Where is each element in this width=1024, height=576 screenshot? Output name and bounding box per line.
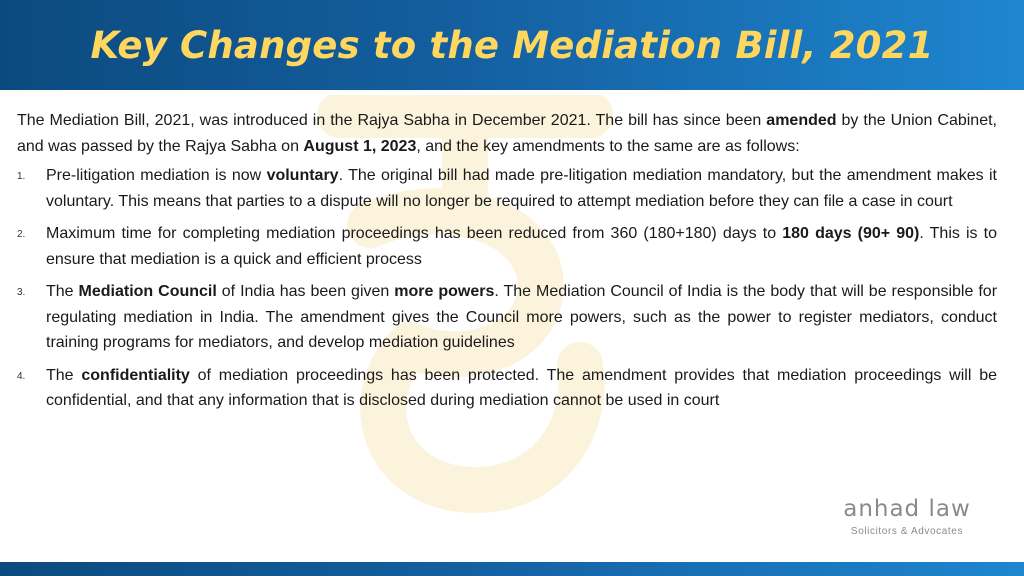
intro-text: The Mediation Bill, 2021, was introduced in the Rajya Sabha in December 2021. The bill has since been bbox=[17, 112, 767, 129]
item-text: Pre-litigation mediation is now bbox=[46, 167, 267, 184]
logo-name: anhad law bbox=[843, 496, 971, 522]
list-number: 3. bbox=[17, 287, 26, 298]
list-item bbox=[17, 163, 997, 214]
intro-bold-amended: amended bbox=[766, 112, 837, 129]
item-text: of mediation proceedings has been protected. The amendment provides that mediation proceedings will be confidential, and that any information that is disclosed during mediation cannot be used in court bbox=[46, 366, 998, 409]
list-number: 4. bbox=[17, 370, 26, 382]
item-bold: 180 days (90+ 90) bbox=[782, 225, 920, 242]
item-bold: Mediation Council bbox=[78, 283, 217, 300]
item-text: The bbox=[46, 283, 79, 300]
item-bold: voluntary bbox=[266, 167, 339, 184]
item-text: . The original bill had made pre-litigation mediation mandatory, but the amendment makes it voluntary. This means that parties to a dispute will no longer be required to attempt mediation before they can file a case in court bbox=[46, 167, 997, 210]
intro-bold-date: August 1, 2023 bbox=[303, 137, 417, 155]
page-title: Key Changes to the Mediation Bill, 2021 bbox=[90, 23, 934, 67]
list-number: 2. bbox=[17, 229, 26, 240]
item-text: . This is to ensure that mediation is a quick and efficient process bbox=[46, 225, 998, 268]
firm-logo bbox=[832, 494, 982, 537]
intro-text: by the Union Cabinet, and was passed by the Rajya Sabha on bbox=[17, 112, 997, 155]
item-text: . The Mediation Council of India is the body that will be responsible for regulating mediation in India. The amendment gives the Council more powers, such as the power to register mediators, conduct training programs for mediators, and develop mediation guidelines bbox=[46, 283, 998, 351]
logo-tagline: Solicitors & Advocates bbox=[850, 526, 964, 537]
item-text: of India has been given bbox=[216, 283, 395, 300]
main-content bbox=[17, 108, 997, 421]
amendments-list bbox=[17, 163, 997, 414]
item-text: The bbox=[46, 366, 82, 384]
list-item bbox=[17, 363, 997, 414]
item-bold: confidentiality bbox=[81, 366, 190, 384]
header-banner bbox=[0, 0, 1024, 90]
list-number: 1. bbox=[17, 171, 26, 182]
intro-paragraph bbox=[17, 108, 997, 159]
footer-bar bbox=[0, 562, 1024, 576]
list-item bbox=[17, 221, 997, 272]
item-bold: more powers bbox=[394, 283, 495, 300]
intro-text: , and the key amendments to the same are as follows: bbox=[416, 137, 800, 155]
item-text: Maximum time for completing mediation proceedings has been reduced from 360 (180+180) days to bbox=[46, 225, 783, 242]
list-item bbox=[17, 279, 997, 356]
